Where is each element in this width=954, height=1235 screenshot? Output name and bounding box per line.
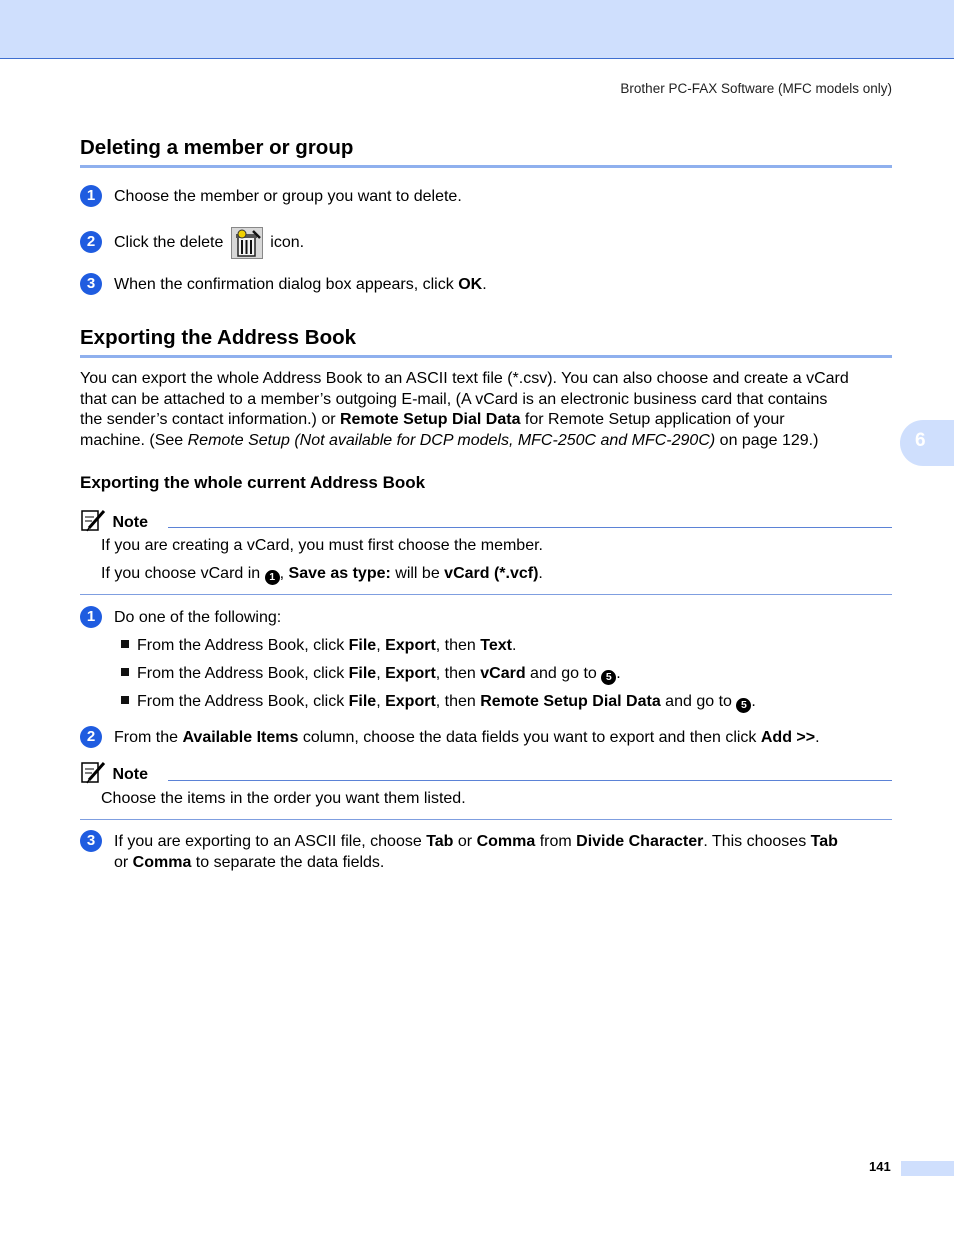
step-text: [114, 227, 304, 259]
step-number-3: 3: [80, 830, 102, 852]
bullet-item: From the Address Book, click File, Export, then vCard and go to 5 .: [121, 664, 621, 685]
note-pencil-icon: [80, 508, 108, 532]
note-text: If you are creating a vCard, you must first choose the member.: [101, 537, 543, 554]
note-pencil-icon: [80, 760, 108, 784]
step-number-2: 2: [80, 726, 102, 748]
chapter-number: 6: [915, 430, 926, 451]
section-rule: [80, 165, 892, 168]
header-band: [0, 0, 954, 59]
delete-trash-icon: [231, 227, 263, 259]
note-rule: [168, 527, 892, 528]
cross-reference: Remote Setup (Not available for DCP models, MFC-250C and MFC-290C): [187, 431, 716, 449]
note-text: Choose the items in the order you want them listed.: [101, 790, 466, 807]
step-text: [114, 275, 487, 295]
bullet-marker: [121, 640, 129, 648]
step-number-2: 2: [80, 231, 102, 253]
step-text-post: icon.: [270, 234, 305, 252]
note-label: Note: [112, 514, 149, 531]
step-text: If you are exporting to an ASCII file, choose Tab or Comma from Divide Character. This chooses Tab: [114, 833, 838, 850]
intro-line: You can export the whole Address Book to an ASCII text file (*.csv). You can also choose and create a vCard: [80, 370, 849, 387]
intro-line: machine. (See Remote Setup (Not available for DCP models, MFC-250C and MFC-290C) on page 129.): [80, 431, 819, 449]
step-ref-marker: 5: [736, 698, 751, 713]
step-text-pre: When the confirmation dialog box appears, click: [114, 276, 459, 293]
page-tab: [901, 1161, 954, 1176]
step-ref-marker: 1: [265, 570, 280, 585]
step-text-post: .: [482, 276, 487, 293]
step-text: Choose the member or group you want to delete.: [114, 188, 462, 205]
note-header: [80, 508, 148, 534]
running-title: Brother PC-FAX Software (MFC models only): [620, 81, 892, 96]
note-end-rule: [80, 819, 892, 820]
note-header: [80, 760, 148, 786]
note-end-rule: [80, 594, 892, 595]
page-number: 141: [869, 1159, 891, 1174]
step-number-1: 1: [80, 606, 102, 628]
step-number-3: 3: [80, 273, 102, 295]
note-text: If you choose vCard in 1 , Save as type: will be vCard (*.vcf).: [101, 565, 543, 583]
intro-paragraph: [80, 369, 895, 451]
section-rule: [80, 355, 892, 358]
bullet-item: From the Address Book, click File, Export, then Text.: [121, 636, 516, 656]
bullet-item: From the Address Book, click File, Export, then Remote Setup Dial Data and go to 5 .: [121, 692, 756, 713]
step-text: Do one of the following:: [114, 609, 282, 626]
step-number-1: 1: [80, 185, 102, 207]
bullet-marker: [121, 668, 129, 676]
intro-line: the sender’s contact information.) or Remote Setup Dial Data for Remote Setup application of your: [80, 411, 785, 428]
intro-line: that can be attached to a member’s outgoing E-mail, (A vCard is an electronic business card that contains: [80, 390, 828, 408]
section-title-exporting: Exporting the Address Book: [80, 326, 357, 349]
step-text: or Comma to separate the data fields.: [114, 854, 385, 871]
subsection-title: Exporting the whole current Address Book: [80, 473, 426, 492]
bullet-marker: [121, 696, 129, 704]
step-text: From the Available Items column, choose the data fields you want to export and then click Add >>.: [114, 729, 820, 746]
chapter-tab: [900, 420, 954, 466]
section-title-deleting: Deleting a member or group: [80, 136, 354, 159]
note-label: Note: [112, 766, 149, 783]
ok-label: OK: [458, 276, 483, 293]
step-ref-marker: 5: [601, 670, 616, 685]
step-text-pre: Click the delete: [114, 234, 224, 252]
note-rule: [168, 780, 892, 781]
